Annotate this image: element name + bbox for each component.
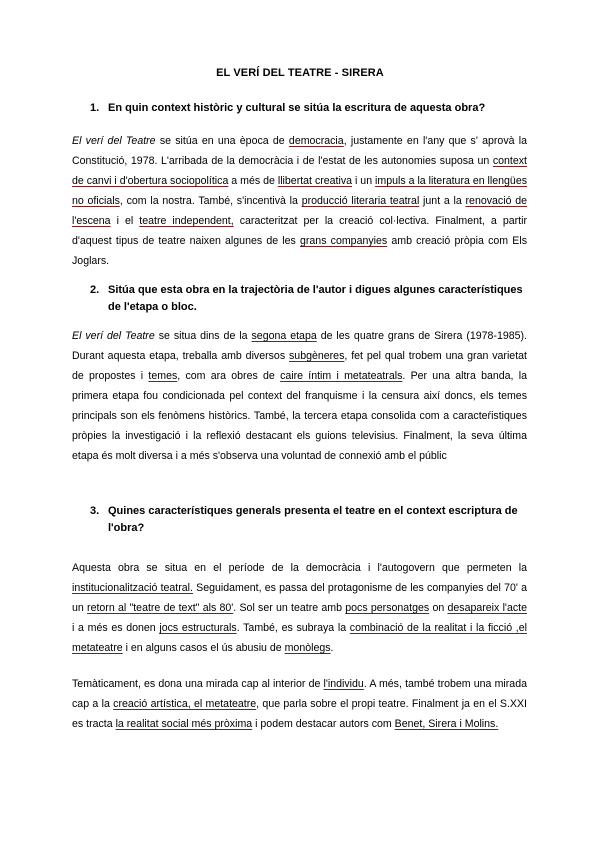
text-segment: i podem destacar autors com (252, 718, 395, 730)
text-segment: i un (352, 175, 376, 187)
question-1-heading (90, 100, 528, 117)
text-segment: . Per una altra banda, la primera etapa fou condicionada pel context del franquisme i la censura així doncs, els temes principals son els fenòmens històrics. També, la tercera etapa consolida com a caracteŕistiques pròpies la investigació i la reflexió destacant els guions televisius. Finalment, la seva última etapa és molt diversa i a més s'observa una voluntad de connexió amb el públic (72, 370, 527, 462)
text-segment: de les quatre grans de Sirera (1978-1985). Durant aquesta etapa, treballa amb diversos (72, 330, 527, 362)
text-segment: Seguidament, es passa del protagonisme de les companyies del 70' a un (72, 582, 527, 614)
underlined-phrase: l'individu (323, 678, 364, 690)
underlined-phrase: grans companyies (300, 235, 388, 247)
question-text: Sitúa que esta obra en la trajectòria de l'autor i digues algunes característiques de l'etapa o bloc. (108, 284, 523, 313)
text-segment: on (429, 602, 448, 614)
underlined-phrase: caire íntim i metateatrals (280, 370, 403, 382)
underlined-phrase: impuls a la literatura en llengües no oficials (72, 175, 528, 207)
text-segment: i en alguns casos el ús abusiu de (122, 642, 285, 654)
underlined-phrase: creació artística, el metateatre (113, 698, 257, 710)
question-number: 2. (90, 284, 100, 296)
question-2-heading (90, 282, 528, 316)
underlined-phrase: retorn al "teatre de text" als 80' (87, 602, 234, 614)
text-segment: . A més, també trobem una mirada cap a la (72, 678, 527, 710)
work-title: El verí del Teatre (72, 330, 155, 342)
question-number: 1. (90, 102, 100, 114)
text-segment: , com ara obres de (177, 370, 281, 382)
text-segment: Aquesta obra se situa en el període de la democràcia i l'autogovern que permeten la (72, 562, 527, 574)
text-segment: se situa dins de la (154, 330, 252, 342)
underlined-phrase: Benet, Sirera i Molins. (394, 718, 499, 730)
text-segment: a més de (228, 175, 278, 187)
underlined-phrase: llibertat creativa (277, 175, 353, 187)
question-text: Quines característiques generals presenta el teatre en el context escriptura de l'obra? (108, 505, 518, 534)
text-segment: se sitúa en una època de (155, 135, 289, 147)
work-title: El verí del Teatre (72, 135, 156, 147)
underlined-phrase: democracia (288, 135, 344, 147)
underlined-phrase: subgèneres (289, 350, 345, 362)
text-segment: . Sol ser un teatre amb (233, 602, 346, 614)
text-segment: , justamente en l'any que s' aprovà la Constitució, 1978. L'arribada de la democràcia i de l'estat de les autonomies suposa un (72, 135, 527, 167)
underlined-phrase: producció literaria teatral (301, 195, 420, 207)
text-segment: , com la nostra. També, s'incentivà la (119, 195, 302, 207)
text-segment: i a més es donen (72, 622, 160, 634)
answer-3-paragraph-2 (72, 674, 527, 734)
underlined-phrase: segona etapa (251, 330, 317, 342)
underlined-phrase: teatre independent, (139, 215, 234, 227)
underlined-phrase: institucionalització teatral. (72, 582, 193, 594)
underlined-phrase: temes (148, 370, 178, 382)
text-segment: amb creació pròpia com Els Joglars. (72, 235, 527, 267)
underlined-phrase: context de canvi i d'obertura sociopolítica (72, 155, 527, 187)
text-segment: i el (110, 215, 140, 227)
answer-3-paragraph-1 (72, 558, 527, 658)
text-segment: . També, es subraya la (236, 622, 350, 634)
underlined-phrase: combinació de la realitat i la ficció ,el metateatre (72, 622, 527, 654)
text-segment: caracteritzat per la creació col·lectiva. Finalment, a partir d'aquest tipus de teatre naixen algunes de les (72, 215, 527, 247)
text-segment: Temàticament, es dona una mirada cap al interior de (72, 678, 324, 690)
underlined-phrase: jocs estructurals (159, 622, 237, 634)
underlined-phrase: desapareix l'acte (447, 602, 527, 614)
text-segment: , que parla sobre el propi teatre. Finalment ja en el S.XXI es tracta (72, 698, 527, 730)
question-3-heading (90, 503, 528, 537)
underlined-phrase: la realitat social més pròxima (115, 718, 253, 730)
document-title: EL VERÍ DEL TEATRE - SIRERA (216, 67, 384, 79)
underlined-phrase: pocs personatges (345, 602, 430, 614)
underlined-phrase: renovació de l'escena (72, 195, 527, 227)
question-text: En quin context històric y cultural se sitúa la escritura de aquesta obra? (108, 102, 486, 114)
underlined-phrase: monòlegs (284, 642, 331, 654)
text-segment: , fet pel qual trobem una gran varietat de propostes i (72, 350, 527, 382)
answer-1-paragraph (72, 131, 527, 271)
text-segment: junt a la (419, 195, 466, 207)
question-number: 3. (90, 505, 100, 517)
answer-2-paragraph (72, 326, 527, 466)
text-segment: . (330, 642, 334, 654)
